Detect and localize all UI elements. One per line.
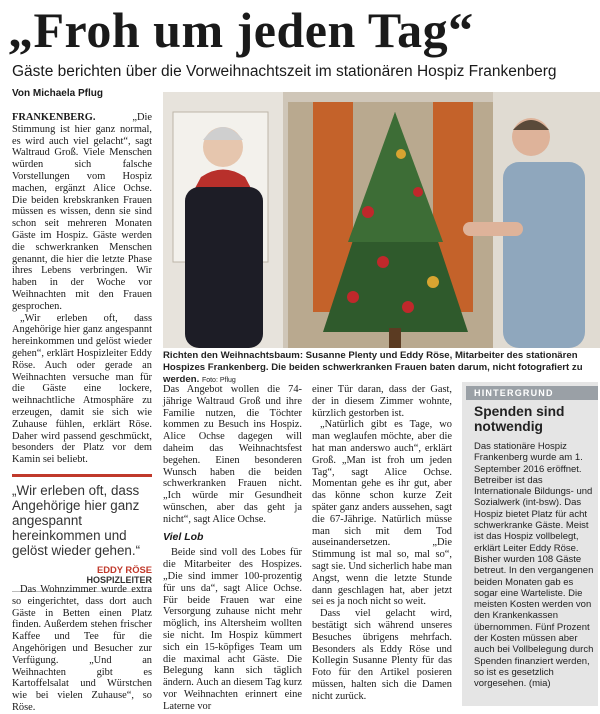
dateline: FRANKENBERG. — [12, 112, 96, 123]
lead-text: „Die Stimmung ist hier ganz normal, es wird auch viel gelacht“, sagt Waltraud Groß. Viele Menschen würden sich falsche Vorstellungen vom Hospiz machen, ergänzt Alice Ochse. Die beiden krebskranken Frauen müssen es wissen, denn sie sind schon seit mehreren Monaten Gäste im Hospiz. Gäste werden die schwerkranken Menschen genannt, die hier die letzte Phase ihres Lebens verbringen. Wir haben in der Woche vor Weihnachten mit den Frauen gesprochen. — [12, 112, 152, 312]
christmas-tree-photo — [163, 92, 600, 348]
byline: Von Michaela Pflug — [12, 88, 103, 99]
pull-quote — [12, 474, 152, 592]
paragraph: „Wir erleben oft, dass Angehörige hier ganz angespannt hereinkommen und gelöst wieder gehen“, erklärt Hospizleiter Eddy Röse. Auch oder gerade an Weihnachten versuche man für die Gäste eine lockere, weihnachtliche Atmosphäre zu erzeugen, damit sie sich wie Zuhause fühlen, erklärt Röse. Daher wird passend geschmückt, besonders der Platz vor dem Kamin sei beliebt. — [12, 312, 152, 466]
paragraph: „Natürlich gibt es Tage, wo man weglaufen möchte, aber die hat man anderswo auch“, erklärt Groß. „Man ist froh um jeden Tag“, sagt Alice Ochse. Momentan gehe es ihr gut, aber das könne schon kurze Zeit später ganz anders aussehen, sagt die 67-Jährige. Natürlich müsse man sich mit dem Tod auseinandersetzen. „Die Stimmung ist mal so, mal so“, sagt sie. Und sicherlich habe man Angst, wenn die letzte Stunde dann geschlagen hat, aber jetzt sei es ja noch nicht so weit. — [312, 419, 452, 608]
sidebar-title: Spenden sind notwendig — [474, 404, 565, 434]
column-1 — [12, 112, 152, 466]
paragraph: Das Wohnzimmer wurde extra so eingerichtet, dass dort auch Gäste in Betten einen Platz finden. Außerdem stehen frischer Kaffee und Tee für die Angehörigen und Besucher zur Verfügung. „Und an Weihnachten gibt es Kartoffelsalat und Würstchen wie bei vielen Zuhause“, so Röse. — [12, 584, 152, 713]
subheadline: Gäste berichten über die Vorweihnachtszeit im stationären Hospiz Frankenberg — [12, 63, 557, 80]
column-2 — [163, 384, 302, 713]
article-photo — [163, 92, 600, 348]
pull-quote-author: EDDY RÖSE — [96, 564, 152, 575]
column-3 — [312, 384, 452, 703]
paragraph: Beide sind voll des Lobes für die Mitarbeiter des Hospizes. „Die sind immer 100-prozentig für uns da“, sagt Alice Ochse. Für beide Frauen war eine Versorgung zuhause nicht mehr möglich, ins Altersheim wollten sie nicht. Im Hospiz kümmert sich ein 15-köpfiges Team um die maximal acht Gäste. Die Belegung kann sich täglich ändern. Auch an diesem Tag kurz vor Weihnachten erinnert eine Laterne vor — [163, 547, 302, 712]
lead-paragraph — [12, 112, 152, 313]
paragraph: Das Angebot wollen die 74-jährige Waltraud Groß und ihre Familie nutzen, die Töchter kommen zu Besuch ins Hospiz. Alice Ochse dagegen will daheim das Weihnachtsfest begehen. Einen besonderen Wunsch haben die beiden schwerkranken Frauen nicht. „Ich würde mir Gesundheit wünschen, aber das geht ja nicht“, sagt Alice Ochse. — [163, 384, 302, 525]
paragraph: einer Tür daran, dass der Gast, der in diesem Zimmer wohnte, kürzlich gestorben ist. — [312, 384, 452, 419]
sidebar-kicker: HINTERGRUND — [466, 386, 598, 400]
photo-credit: Foto: Pflug — [201, 377, 236, 384]
sidebar-text — [474, 441, 596, 690]
paragraph: Dass viel gelacht wird, bestätigt sich während unseres Besuches übrigens mehrfach. Besonders als Eddy Röse und Kollegin Susanne Plenty für das Foto für den Artikel posieren müssen, halten sich die Damen nicht zurück. — [312, 608, 452, 702]
caption-text: Richten den Weihnachtsbaum: Susanne Plenty und Eddy Röse, Mitarbeiter des stationären Hospizes Frankenberg. Die beiden schwerkranken Frauen baten darum, nicht fotografiert zu werden. — [163, 350, 583, 385]
sidebar-paragraph: Das stationäre Hospiz Frankenberg wurde am 1. September 2016 eröffnet. Betreiber ist das Internationale Bildungs- und Sozialwerk (int-bsw). Das Hospiz bietet Platz für acht schwerkranke Gäste. Meist ist das Hospiz vollbelegt, erklärt Leiter Eddy Röse. Bisher wurden 108 Gäste betreut. In den vergangenen beiden Monaten gab es sogar eine Warteliste. Die meisten Kosten werden von den Krankenkassen übernommen. Fünf Prozent der Kosten müssen aber auch bei Vollbelegung durch Spenden finanziert werden, so ist es gesetzlich vorgesehen. (mia) — [474, 441, 594, 690]
pull-quote-text: „Wir erleben oft, dass Angehörige hier ganz angespannt hereinkommen und gelöst wieder gehen.“ — [12, 483, 141, 558]
pull-quote-role: HOSPIZLEITER — [86, 575, 152, 585]
column-1-bottom — [12, 584, 152, 714]
section-subheading: Viel Lob — [163, 530, 204, 543]
headline: „Froh um jeden Tag“ — [8, 2, 474, 58]
